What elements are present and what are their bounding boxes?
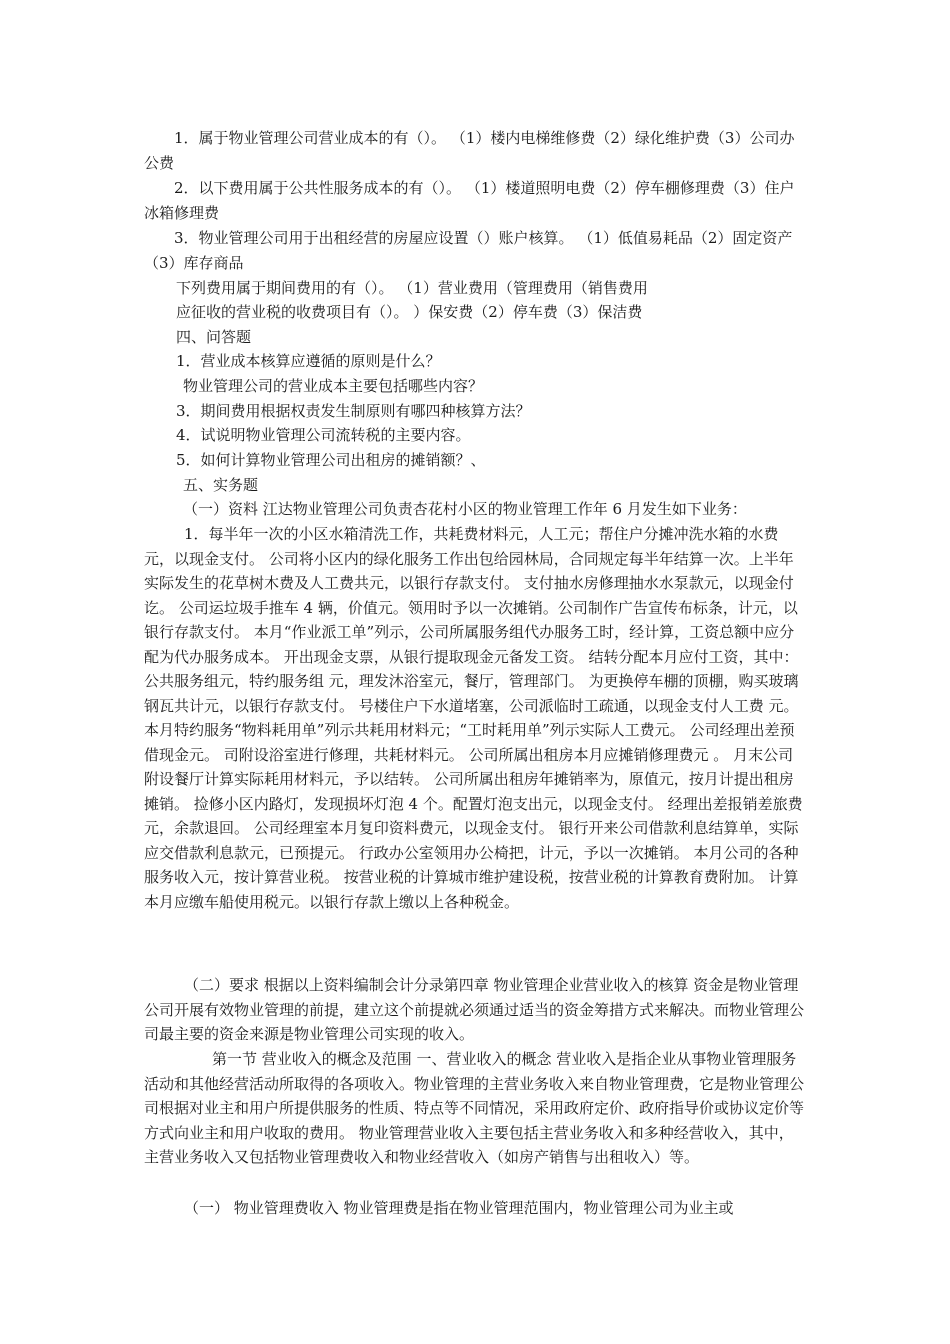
management-fee-income (144, 1196, 804, 1221)
practice-body (144, 522, 804, 914)
answer-question-5: 5．如何计算物业管理公司出租房的摊销额？、 (176, 451, 486, 469)
question-5: 应征收的营业税的收费项目有（）。 ）保安费（2）停车费（3）保洁费 (176, 303, 643, 321)
section-1-body (144, 1047, 804, 1170)
paragraph: 3．物业管理公司用于出租经营的房屋应设置（）账户核算。 （1）低值易耗品（2）固定资产（3）库存商品 (144, 229, 793, 272)
answer-question-1: 1．营业成本核算应遵循的原则是什么？ (176, 352, 441, 370)
requirement-body (144, 973, 804, 1047)
question-2 (144, 176, 804, 225)
question-1 (144, 126, 804, 175)
paragraph: 2．以下费用属于公共性服务成本的有（）。 （1）楼道照明电费（2）停车棚修理费（3）住户冰箱修理费 (144, 179, 795, 222)
question-4: 下列费用属于期间费用的有（）。 （1）营业费用（管理费用（销售费用 (176, 279, 648, 297)
question-3 (144, 226, 804, 275)
answer-question-4: 4．试说明物业管理公司流转税的主要内容。 (176, 426, 471, 444)
answer-question-2: 物业管理公司的营业成本主要包括哪些内容？ (183, 377, 484, 395)
paragraph: 1．每半年一次的小区水箱清洗工作，共耗费材料元，人工元；帮住户分摊冲洗水箱的水费元，以现金支付。 公司将小区内的绿化服务工作出包给园林局，合同规定每半年结算一次。上半年实际发生的花草树木费及人工费共元，以银行存款支付。 支付抽水房修理抽水水泵款元，以现金付讫。 公司运垃圾手推车 4 辆，价值元。领用时予以一次摊销。公司制作广告宣传布标条，计元，以银行存款支付。 本月“作业派工单”列示，公司所属服务组代办服务工时，经计算，工资总额中应分配为代办服务成本。 开出现金支票，从银行提取现金元备发工资。 结转分配本月应付工资，其中：公共服务组元，特约服务组 元，理发沐浴室元，餐厅，管理部门。 为更换停车棚的顶棚，购买玻璃钢瓦共计元，以银行存款支付。 号楼住户下水道堵塞，公司派临时工疏通，以现金支付人工费 元。 本月特约服务“物料耗用单”列示共耗用材料元；“工时耗用单”列示实际人工费元。 公司经理出差预借现金元。 司附设浴室进行修理，共耗材料元。 公司所属出租房本月应摊销修理费元 。 月末公司附设餐厅计算实际耗用材料元，予以结转。 公司所属出租房年摊销率为，原值元，按月计提出租房摊销。 捡修小区内路灯，发现损坏灯泡 4 个。配置灯泡支出元，以现金支付。 经理出差报销差旅费元，余款退回。 公司经理室本月复印资料费元，以现金支付。 银行开来公司借款利息结算单，实际应交借款利息款元，已预提元。 行政办公室领用办公椅把，计元，予以一次摊销。 本月公司的各种服务收入元，按计算营业税。 按营业税的计算城市维护建设税，按营业税的计算教育费附加。 计算本月应缴车船使用税元。以银行存款上缴以上各种税金。 (144, 525, 803, 911)
material-intro: （一）资料 江达物业管理公司负责杏花村小区的物业管理工作年 6 月发生如下业务： (183, 500, 747, 518)
paragraph: （二）要求 根据以上资料编制会计分录第四章 物业管理企业营业收入的核算 资金是物业管理公司开展有效物业管理的前提，建立这个前提就必须通过适当的资金筹措方式来解决。而物业管理公司最主要的资金来源是物业管理公司实现的收入。 (144, 976, 805, 1043)
paragraph: 第一节 营业收入的概念及范围 一、营业收入的概念 营业收入是指企业从事物业管理服务活动和其他经营活动所取得的各项收入。物业管理的主营业务收入来自物业管理费，它是物业管理公司根据对业主和用户所提供服务的性质、特点等不同情况，采用政府定价、政府指导价或协议定价等方式向业主和用户收取的费用。 物业管理营业收入主要包括主营业务收入和多种经营收入，其中，主营业务收入又包括物业管理费收入和物业经营收入（如房产销售与出租收入）等。 (144, 1050, 805, 1166)
paragraph: 1．属于物业管理公司营业成本的有（）。 （1）楼内电梯维修费（2）绿化维护费（3）公司办公费 (144, 129, 795, 172)
answer-question-3: 3．期间费用根据权责发生制原则有哪四种核算方法？ (176, 402, 531, 420)
section-heading-5: 五、实务题 (183, 476, 259, 494)
section-heading-4: 四、问答题 (176, 328, 252, 346)
paragraph: （一） 物业管理费收入 物业管理费是指在物业管理范围内，物业管理公司为业主或 (184, 1199, 734, 1217)
